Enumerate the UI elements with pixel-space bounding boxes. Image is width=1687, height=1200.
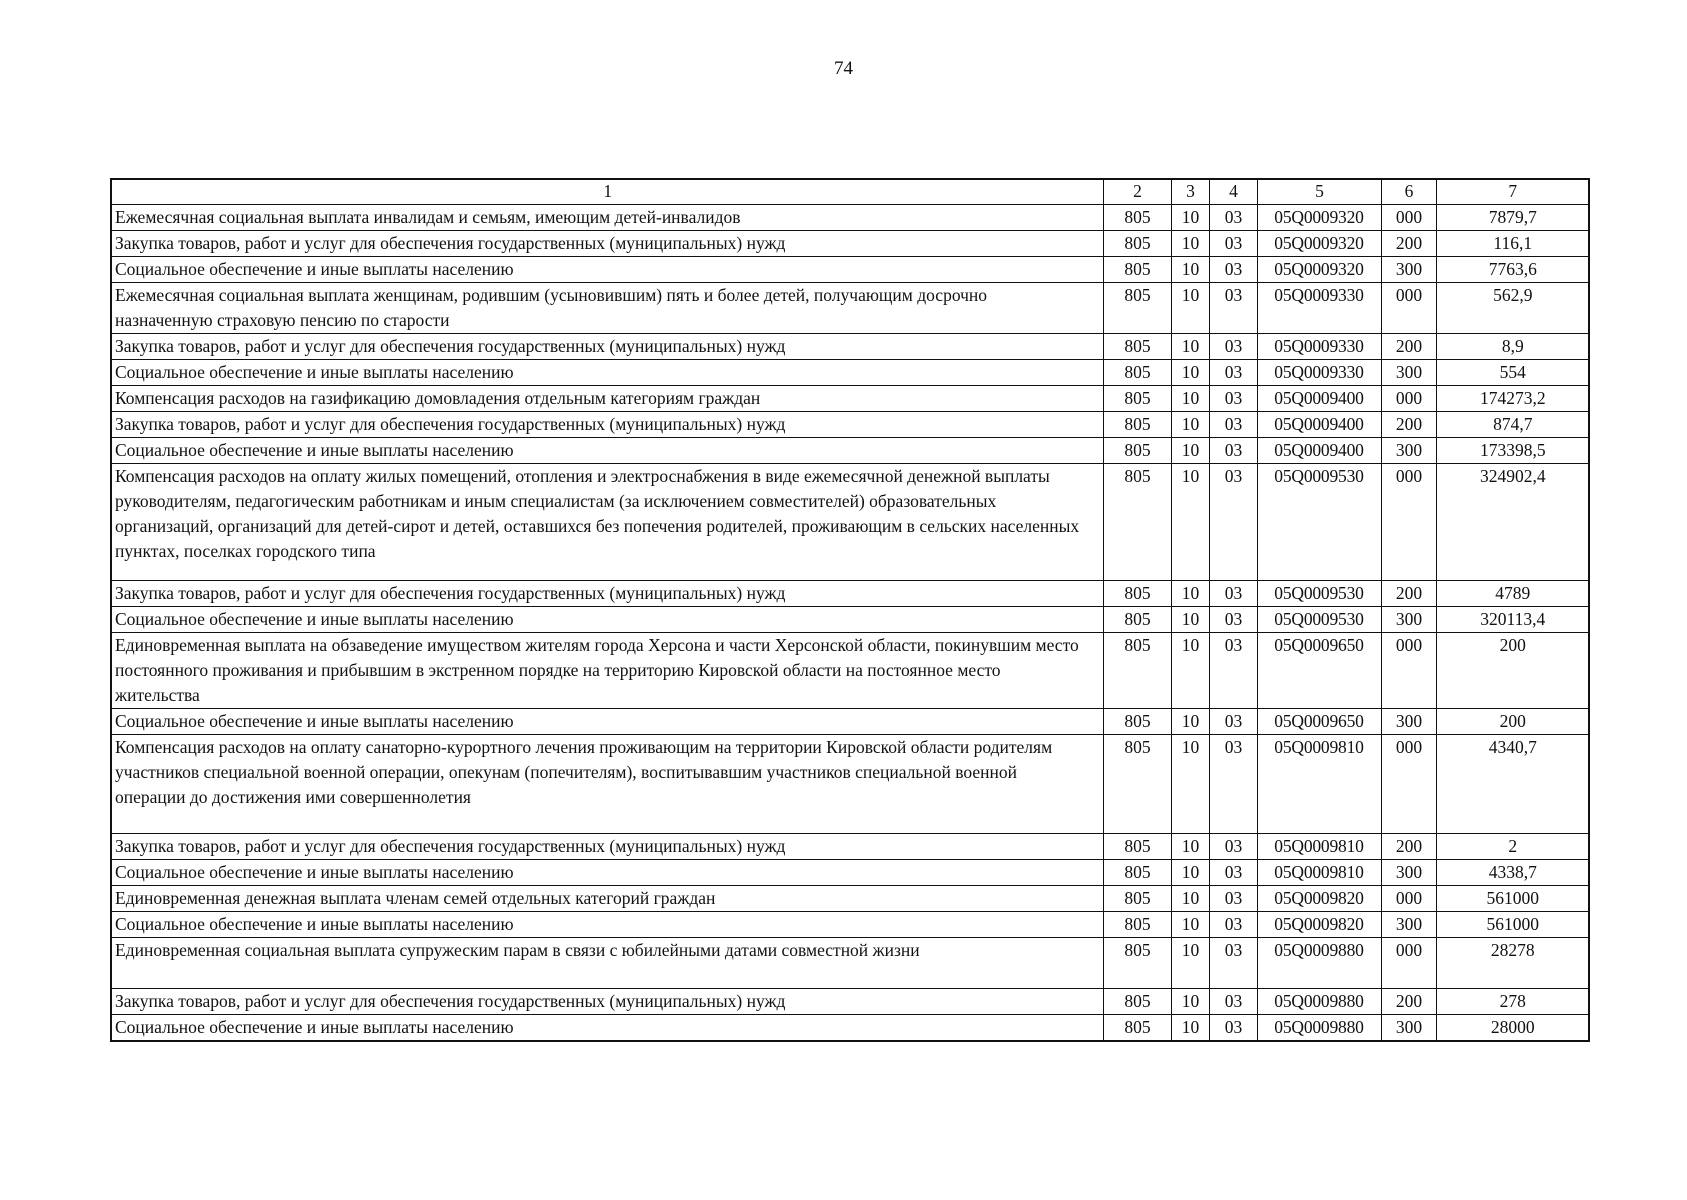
row-target-article: 05Q0009400 [1257, 412, 1381, 438]
header-cell: 5 [1257, 179, 1381, 205]
table-row [111, 205, 1589, 231]
row-target-article: 05Q0009330 [1257, 283, 1381, 334]
row-amount: 173398,5 [1436, 438, 1589, 464]
row-subsection-code: 03 [1209, 283, 1257, 334]
row-name-cell: Закупка товаров, работ и услуг для обеспечения государственных (муниципальных) нужд [111, 834, 1103, 860]
table-row [111, 464, 1589, 581]
row-subsection-code: 03 [1209, 633, 1257, 709]
table-row [111, 360, 1589, 386]
row-subsection-code: 03 [1209, 1015, 1257, 1042]
row-ministry-code: 805 [1103, 438, 1171, 464]
row-expense-type: 000 [1381, 464, 1436, 581]
row-name-cell: Социальное обеспечение и иные выплаты населению [111, 607, 1103, 633]
row-section-code: 10 [1171, 257, 1209, 283]
row-subsection-code: 03 [1209, 709, 1257, 735]
row-name-cell: Социальное обеспечение и иные выплаты населению [111, 912, 1103, 938]
row-ministry-code: 805 [1103, 938, 1171, 989]
row-amount: 4789 [1436, 581, 1589, 607]
row-expense-type: 200 [1381, 989, 1436, 1015]
row-expense-type: 300 [1381, 257, 1436, 283]
row-target-article: 05Q0009810 [1257, 735, 1381, 834]
row-name-cell: Социальное обеспечение и иные выплаты населению [111, 860, 1103, 886]
budget-table [110, 178, 1590, 1042]
row-ministry-code: 805 [1103, 1015, 1171, 1042]
table-row [111, 412, 1589, 438]
table-row [111, 257, 1589, 283]
row-section-code: 10 [1171, 581, 1209, 607]
row-name-cell: Ежемесячная социальная выплата инвалидам и семьям, имеющим детей-инвалидов [111, 205, 1103, 231]
row-target-article: 05Q0009880 [1257, 1015, 1381, 1042]
row-name-cell: Компенсация расходов на газификацию домовладения отдельным категориям граждан [111, 386, 1103, 412]
row-name-cell: Социальное обеспечение и иные выплаты населению [111, 438, 1103, 464]
row-ministry-code: 805 [1103, 257, 1171, 283]
row-amount: 7879,7 [1436, 205, 1589, 231]
row-name-cell: Социальное обеспечение и иные выплаты населению [111, 360, 1103, 386]
row-amount: 562,9 [1436, 283, 1589, 334]
row-amount: 324902,4 [1436, 464, 1589, 581]
row-expense-type: 000 [1381, 283, 1436, 334]
table-row [111, 633, 1589, 709]
table-row [111, 709, 1589, 735]
row-name-cell: Ежемесячная социальная выплата женщинам, родившим (усыновившим) пять и более детей, получающим досрочно назначенную страховую пенсию по старости [111, 283, 1103, 334]
table-body [111, 205, 1589, 1042]
row-name-cell: Социальное обеспечение и иные выплаты населению [111, 709, 1103, 735]
header-cell: 4 [1209, 179, 1257, 205]
row-amount: 554 [1436, 360, 1589, 386]
row-name-cell: Закупка товаров, работ и услуг для обеспечения государственных (муниципальных) нужд [111, 989, 1103, 1015]
row-amount: 4338,7 [1436, 860, 1589, 886]
table-row [111, 283, 1589, 334]
header-cell: 7 [1436, 179, 1589, 205]
row-ministry-code: 805 [1103, 205, 1171, 231]
row-expense-type: 300 [1381, 709, 1436, 735]
header-cell: 1 [111, 179, 1103, 205]
row-expense-type: 300 [1381, 860, 1436, 886]
row-subsection-code: 03 [1209, 886, 1257, 912]
row-section-code: 10 [1171, 386, 1209, 412]
row-section-code: 10 [1171, 231, 1209, 257]
table-row [111, 938, 1589, 989]
row-target-article: 05Q0009400 [1257, 438, 1381, 464]
row-target-article: 05Q0009530 [1257, 464, 1381, 581]
row-expense-type: 300 [1381, 438, 1436, 464]
row-expense-type: 000 [1381, 735, 1436, 834]
row-target-article: 05Q0009820 [1257, 912, 1381, 938]
table-row [111, 834, 1589, 860]
row-name-cell: Закупка товаров, работ и услуг для обеспечения государственных (муниципальных) нужд [111, 412, 1103, 438]
header-cell: 6 [1381, 179, 1436, 205]
row-ministry-code: 805 [1103, 464, 1171, 581]
row-section-code: 10 [1171, 860, 1209, 886]
table-row [111, 231, 1589, 257]
row-subsection-code: 03 [1209, 205, 1257, 231]
row-ministry-code: 805 [1103, 581, 1171, 607]
row-target-article: 05Q0009320 [1257, 257, 1381, 283]
row-expense-type: 200 [1381, 412, 1436, 438]
row-amount: 278 [1436, 989, 1589, 1015]
row-ministry-code: 805 [1103, 834, 1171, 860]
row-expense-type: 200 [1381, 581, 1436, 607]
row-target-article: 05Q0009330 [1257, 360, 1381, 386]
row-section-code: 10 [1171, 334, 1209, 360]
row-section-code: 10 [1171, 834, 1209, 860]
row-target-article: 05Q0009530 [1257, 607, 1381, 633]
row-name-cell: Компенсация расходов на оплату жилых помещений, отопления и электроснабжения в виде ежемесячной денежной выплаты руководителям, педагогическим работникам и иным специалистам (за исключением совместителей) образовательных организаций, организаций для детей-сирот и детей, оставшихся без попечения родителей, проживающим в сельских населенных пунктах, поселках городского типа [111, 464, 1103, 581]
row-name-cell: Социальное обеспечение и иные выплаты населению [111, 257, 1103, 283]
row-ministry-code: 805 [1103, 412, 1171, 438]
row-expense-type: 200 [1381, 834, 1436, 860]
table-header-row [111, 179, 1589, 205]
row-ministry-code: 805 [1103, 283, 1171, 334]
row-expense-type: 000 [1381, 386, 1436, 412]
row-name-cell: Единовременная денежная выплата членам семей отдельных категорий граждан [111, 886, 1103, 912]
table-row [111, 735, 1589, 834]
row-subsection-code: 03 [1209, 257, 1257, 283]
row-amount: 874,7 [1436, 412, 1589, 438]
row-expense-type: 200 [1381, 334, 1436, 360]
row-expense-type: 000 [1381, 633, 1436, 709]
row-target-article: 05Q0009530 [1257, 581, 1381, 607]
row-amount: 200 [1436, 709, 1589, 735]
row-expense-type: 300 [1381, 607, 1436, 633]
header-cell: 2 [1103, 179, 1171, 205]
row-target-article: 05Q0009650 [1257, 709, 1381, 735]
row-amount: 7763,6 [1436, 257, 1589, 283]
row-subsection-code: 03 [1209, 334, 1257, 360]
row-section-code: 10 [1171, 938, 1209, 989]
row-expense-type: 000 [1381, 938, 1436, 989]
row-target-article: 05Q0009820 [1257, 886, 1381, 912]
row-subsection-code: 03 [1209, 834, 1257, 860]
row-name-cell: Единовременная выплата на обзаведение имуществом жителям города Херсона и части Херсонской области, покинувшим место постоянного проживания и прибывшим в экстренном порядке на территорию Кировской области на постоянное место жительства [111, 633, 1103, 709]
row-ministry-code: 805 [1103, 989, 1171, 1015]
row-name-cell: Закупка товаров, работ и услуг для обеспечения государственных (муниципальных) нужд [111, 231, 1103, 257]
row-amount: 116,1 [1436, 231, 1589, 257]
table-row [111, 860, 1589, 886]
row-expense-type: 300 [1381, 912, 1436, 938]
row-section-code: 10 [1171, 464, 1209, 581]
table-row [111, 886, 1589, 912]
row-subsection-code: 03 [1209, 360, 1257, 386]
table-row [111, 912, 1589, 938]
table-row [111, 386, 1589, 412]
row-ministry-code: 805 [1103, 912, 1171, 938]
row-ministry-code: 805 [1103, 334, 1171, 360]
row-section-code: 10 [1171, 912, 1209, 938]
row-amount: 320113,4 [1436, 607, 1589, 633]
row-section-code: 10 [1171, 1015, 1209, 1042]
row-subsection-code: 03 [1209, 438, 1257, 464]
row-amount: 561000 [1436, 912, 1589, 938]
row-expense-type: 000 [1381, 205, 1436, 231]
row-subsection-code: 03 [1209, 912, 1257, 938]
row-target-article: 05Q0009650 [1257, 633, 1381, 709]
row-subsection-code: 03 [1209, 860, 1257, 886]
row-amount: 28000 [1436, 1015, 1589, 1042]
row-ministry-code: 805 [1103, 709, 1171, 735]
row-target-article: 05Q0009320 [1257, 231, 1381, 257]
row-subsection-code: 03 [1209, 989, 1257, 1015]
table-row [111, 1015, 1589, 1042]
row-section-code: 10 [1171, 989, 1209, 1015]
row-target-article: 05Q0009400 [1257, 386, 1381, 412]
row-amount: 174273,2 [1436, 386, 1589, 412]
row-subsection-code: 03 [1209, 581, 1257, 607]
row-ministry-code: 805 [1103, 886, 1171, 912]
row-target-article: 05Q0009880 [1257, 938, 1381, 989]
row-subsection-code: 03 [1209, 607, 1257, 633]
row-ministry-code: 805 [1103, 633, 1171, 709]
row-amount: 8,9 [1436, 334, 1589, 360]
table-row [111, 334, 1589, 360]
row-section-code: 10 [1171, 360, 1209, 386]
row-section-code: 10 [1171, 886, 1209, 912]
row-name-cell: Закупка товаров, работ и услуг для обеспечения государственных (муниципальных) нужд [111, 334, 1103, 360]
row-subsection-code: 03 [1209, 231, 1257, 257]
row-name-cell: Закупка товаров, работ и услуг для обеспечения государственных (муниципальных) нужд [111, 581, 1103, 607]
row-subsection-code: 03 [1209, 464, 1257, 581]
row-section-code: 10 [1171, 735, 1209, 834]
header-cell: 3 [1171, 179, 1209, 205]
row-name-cell: Социальное обеспечение и иные выплаты населению [111, 1015, 1103, 1042]
row-amount: 561000 [1436, 886, 1589, 912]
row-subsection-code: 03 [1209, 938, 1257, 989]
row-amount: 2 [1436, 834, 1589, 860]
row-section-code: 10 [1171, 412, 1209, 438]
row-section-code: 10 [1171, 438, 1209, 464]
row-expense-type: 200 [1381, 231, 1436, 257]
table-row [111, 581, 1589, 607]
row-target-article: 05Q0009330 [1257, 334, 1381, 360]
row-section-code: 10 [1171, 709, 1209, 735]
row-ministry-code: 805 [1103, 360, 1171, 386]
row-section-code: 10 [1171, 283, 1209, 334]
row-ministry-code: 805 [1103, 386, 1171, 412]
table-row [111, 438, 1589, 464]
row-subsection-code: 03 [1209, 735, 1257, 834]
table-row [111, 989, 1589, 1015]
row-expense-type: 300 [1381, 1015, 1436, 1042]
row-subsection-code: 03 [1209, 386, 1257, 412]
table-row [111, 607, 1589, 633]
row-target-article: 05Q0009810 [1257, 860, 1381, 886]
row-subsection-code: 03 [1209, 412, 1257, 438]
row-section-code: 10 [1171, 607, 1209, 633]
page-number: 74 [834, 58, 853, 79]
row-amount: 200 [1436, 633, 1589, 709]
row-target-article: 05Q0009810 [1257, 834, 1381, 860]
row-ministry-code: 805 [1103, 860, 1171, 886]
row-amount: 4340,7 [1436, 735, 1589, 834]
row-amount: 28278 [1436, 938, 1589, 989]
row-section-code: 10 [1171, 633, 1209, 709]
row-ministry-code: 805 [1103, 231, 1171, 257]
row-name-cell: Компенсация расходов на оплату санаторно-курортного лечения проживающим на территории Кировской области родителям участников специальной военной операции, опекунам (попечителям), воспитывавшим участников специальной военной операции до достижения ими совершеннолетия [111, 735, 1103, 834]
row-expense-type: 000 [1381, 886, 1436, 912]
row-ministry-code: 805 [1103, 607, 1171, 633]
row-target-article: 05Q0009320 [1257, 205, 1381, 231]
row-section-code: 10 [1171, 205, 1209, 231]
row-target-article: 05Q0009880 [1257, 989, 1381, 1015]
row-expense-type: 300 [1381, 360, 1436, 386]
row-ministry-code: 805 [1103, 735, 1171, 834]
row-name-cell: Единовременная социальная выплата супружеским парам в связи с юбилейными датами совместной жизни [111, 938, 1103, 989]
